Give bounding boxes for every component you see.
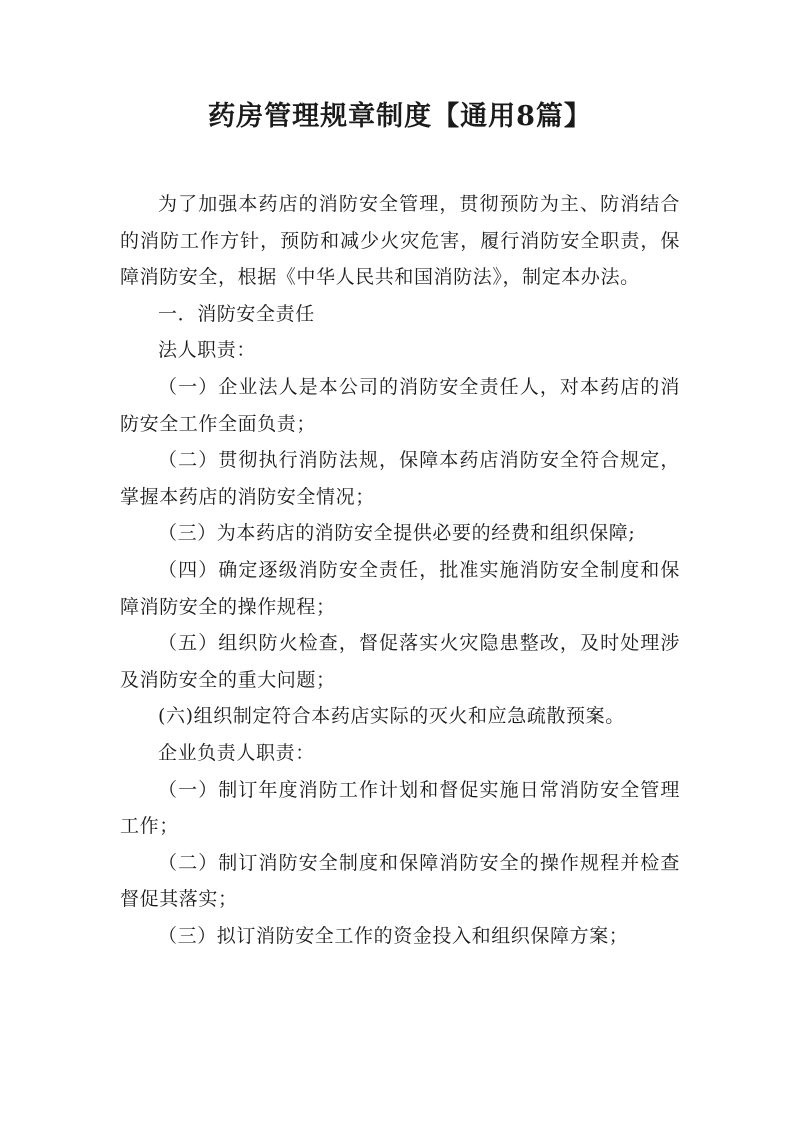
list-item: （一）企业法人是本公司的消防安全责任人，对本药店的消防安全工作全面负责； [120,375,680,435]
list-item: （三）为本药店的消防安全提供必要的经费和组织保障; [158,522,636,545]
list-item: （三）拟订消防安全工作的资金投入和组织保障方案； [158,924,629,947]
document-title: 药房管理规章制度【通用8篇】 [208,101,592,132]
list-item: （一）制订年度消防工作计划和督促实施日常消防安全管理工作； [120,778,680,838]
list-item: （二）制订消防安全制度和保障消防安全的操作规程并检查督促其落实； [120,851,680,911]
subheading-legal-person-duties: 法人职责： [158,339,257,362]
list-item: (六)组织制定符合本药店实际的灭火和应急疏散预案。 [158,705,625,728]
list-item: （四）确定逐级消防安全责任，批准实施消防安全制度和保障消防安全的操作规程； [120,558,680,618]
document-body [120,186,680,954]
list-item: （二）贯彻执行消防法规，保障本药店消防安全符合规定，掌握本药店的消防安全情况； [120,449,680,508]
paragraph-intro: 为了加强本药店的消防安全管理，贯彻预防为主、防消结合的消防工作方针，预防和减少火灾危害，履行消防安全职责，保障消防安全，根据《中华人民共和国消防法》，制定本办法。 [120,193,680,289]
subheading-manager-duties: 企业负责人职责： [158,741,315,764]
section-heading: 一．消防安全责任 [158,302,315,325]
list-item: （五）组织防火检查，督促落实火灾隐患整改，及时处理涉及消防安全的重大问题； [120,632,680,691]
